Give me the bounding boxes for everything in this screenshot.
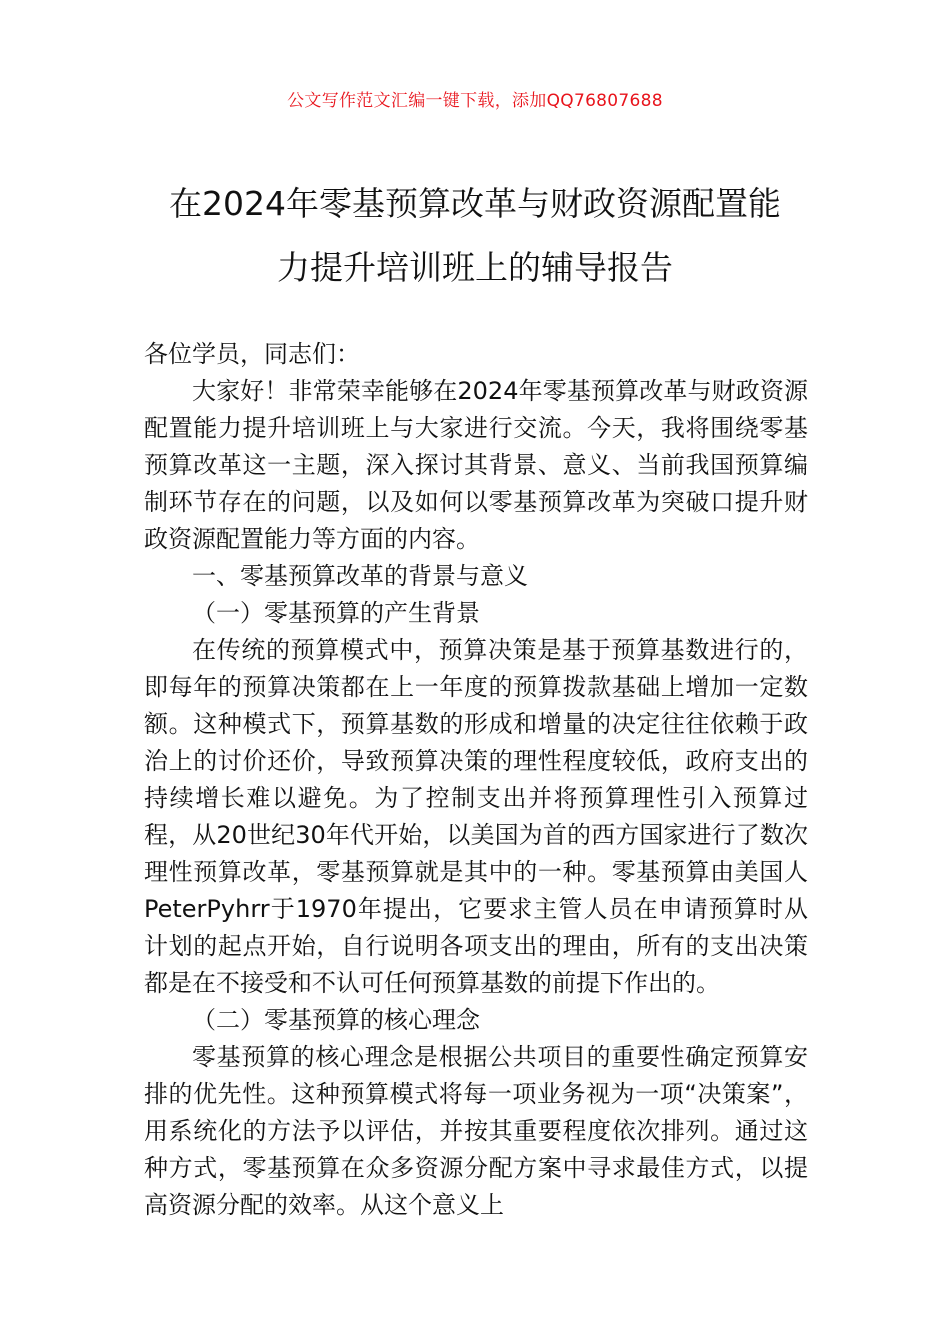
core-concept-paragraph: 零基预算的核心理念是根据公共项目的重要性确定预算安排的优先性。这种预算模式将每一项业务视为一项“决策案”，用系统化的方法予以评估，并按其重要程度依次排列。通过这种方式，零基预算在众多资源分配方案中寻求最佳方式，以提高资源分配的效率。从这个意义上 <box>144 1043 808 1219</box>
intro-paragraph: 大家好！非常荣幸能够在2024年零基预算改革与财政资源配置能力提升培训班上与大家进行交流。今天，我将围绕零基预算改革这一主题，深入探讨其背景、意义、当前我国预算编制环节存在的问题，以及如何以零基预算改革为突破口提升财政资源配置能力等方面的内容。 <box>144 377 808 553</box>
subsection-heading-1: （一）零基预算的产生背景 <box>192 599 480 627</box>
section-heading-1: 一、零基预算改革的背景与意义 <box>192 562 528 590</box>
document-title <box>140 172 810 300</box>
background-paragraph: 在传统的预算模式中，预算决策是基于预算基数进行的，即每年的预算决策都在上一年度的预算拨款基础上增加一定数额。这种模式下，预算基数的形成和增量的决定往往依赖于政治上的讨价还价，导致预算决策的理性程度较低，政府支出的持续增长难以避免。为了控制支出并将预算理性引入预算过程，从20世纪30年代开始，以美国为首的西方国家进行了数次理性预算改革，零基预算就是其中的一种。零基预算由美国人PeterPyhrr于1970年提出，它要求主管人员在申请预算时从计划的起点开始，自行说明各项支出的理由，所有的支出决策都是在不接受和不认可任何预算基数的前提下作出的。 <box>144 636 808 997</box>
document-body <box>144 336 808 1224</box>
document-title-line-2: 力提升培训班上的辅导报告 <box>277 248 673 287</box>
salutation: 各位学员，同志们： <box>144 340 360 368</box>
header-download-note: 公文写作范文汇编一键下载，添加QQ76807688 <box>287 91 663 111</box>
subsection-heading-2: （二）零基预算的核心理念 <box>192 1006 480 1034</box>
document-title-line-1: 在2024年零基预算改革与财政资源配置能 <box>169 184 781 223</box>
